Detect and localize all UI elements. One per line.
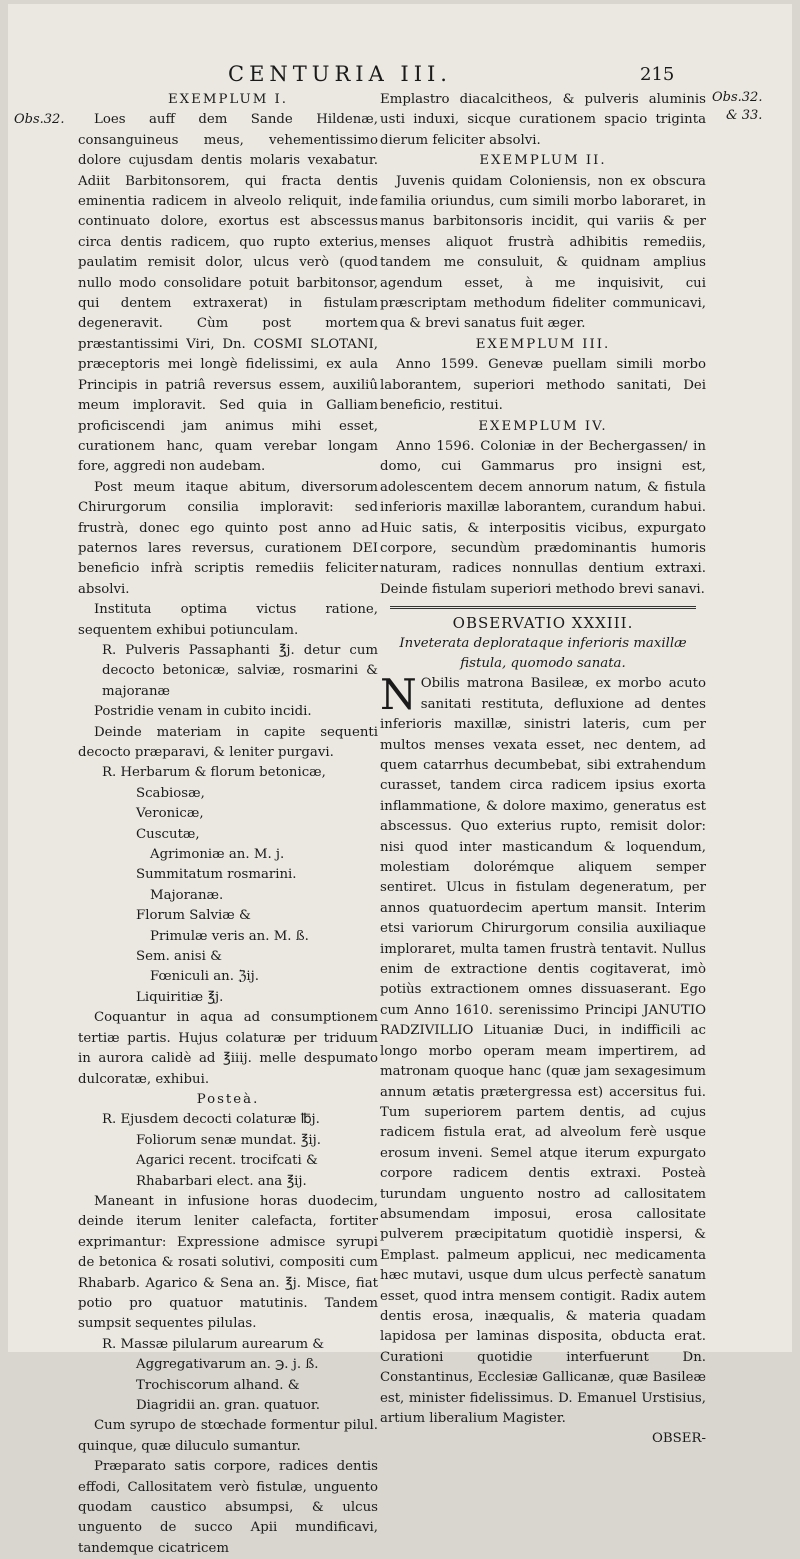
recipe-line: Summitatum rosmarini.: [136, 867, 297, 883]
recipe-line: Veronicæ,: [136, 806, 204, 822]
recipe-line: Sem. anisi &: [136, 949, 222, 965]
recipe-line: R. Ejusdem decocti colaturæ ℔j.: [102, 1112, 320, 1128]
exemplum-3-heading: EXEMPLUM III.: [475, 336, 611, 352]
margin-note-right-2: & 33.: [726, 108, 763, 123]
margin-note-right-1: Obs.32.: [712, 90, 763, 105]
recipe-line: R. Pulveris Passaphanti ℥j. detur cum decocto betonicæ, salviæ, rosmarini & majoranæ: [102, 642, 378, 699]
recipe-line: Primulæ veris an. M. ß.: [150, 928, 309, 944]
observation-text: Obilis matrona Basileæ, ex morbo acuto sanitati restituta, defluxione ad dentes inferioris maxillæ, sinistri lateris, cum per multos menses vexata esset, nec dentem, ad quem catarrhus decumbebat, sibi extrahendum curasset, tandem circa radicem ipsius exorta inflammatione, & dolore maximo, generatus est abscessus. Quo exterius rupto, remisit dolor: nisi quod inter masticandum & loquendum, molestiam dolorémque aliquem semper sentiret. Ulcus in fistulam degeneratum, per annos quatuordecim apertum mansit. Interim etsi variorum Chirurgorum consilia auxiliaque imploraret, multa tamen frustrà tentavit. Nullus enim de extractione dentis cogitaverat, imò potiùs extractionem omnes dissuaserant. Ego cum Anno 1610. serenissimo Principi JANUTIO RADZIVILLIO Lituaniæ Duci, in indifficili ac longo morbo operam meam impertirem, ad matronam quoque hanc (quæ jam sexagesimum annum ætatis prætergressa est) accersitus fui. Tum superiorem partem dentis, ad cujus radicem fistula erat, ad alveolum ferè usque erosum inveni. Semel atque iterum expurgato corpore radicem dentis extraxi. Posteà turundam unguento nostro ad callositatem absumendam imposui, erosa callositate pulverem præcipitatum quotidiè inspersi, & Emplast. palmeum applicui, nec medicamenta hæc mutavi, usque dum ulcus perfectè sanatum esset, quod intra mensem contigit. Radix autem dentis erosa, inæqualis, & materia quadam lapidosa per laminas disposita, obducta erat. Curationi quotidie interfuerunt Dn. Constantinus, Ecclesiæ Gallicanæ, quæ Basileæ est, minister fidelissimus. D. Emanuel Urstisius, artium liberalium Magister.: [380, 676, 706, 1426]
recipe-line: Foliorum senæ mundat. ℥ij.: [136, 1132, 322, 1148]
recipe-line: Majoranæ.: [150, 887, 224, 903]
exemplum-2-heading: EXEMPLUM II.: [479, 153, 607, 169]
paragraph: Deinde materiam in capite sequenti decocto præparavi, & leniter purgavi.: [78, 724, 378, 760]
book-page: [8, 4, 792, 1556]
recipe-line: Aggregativarum an. ℈. j. ß.: [136, 1357, 319, 1373]
page-number: 215: [640, 64, 675, 85]
recipe-list: [78, 1110, 378, 1192]
exemplum-4-heading: EXEMPLUM IV.: [478, 418, 608, 434]
paragraph: Postridie venam in cubito incidi.: [94, 704, 312, 720]
paragraph: Maneant in infusione horas duodecim, deinde iterum leniter calefacta, fortiter exprimantur: Expressione admisce syrupi de betonica & rosati solutivi, compositi cum Rhabarb. Agarico & Sena an. ℥j. Misce, fiat potio pro quatuor matutinis. Tandem sumpsit sequentes pilulas.: [78, 1193, 378, 1332]
paragraph: Juvenis quidam Coloniensis, non ex obscura familia oriundus, cum simili morbo laboraret, in manus barbitonsoris incidit, qui variis & per menses aliquot frustrà adhibitis remediis, tandem me consuluit, & quidnam amplius agendum esset, à me inquisivit, cui præscriptam methodum fideliter communicavi, qua & brevi sanatus fuit æger.: [380, 173, 706, 332]
recipe-line: R. Herbarum & florum betonicæ,: [102, 765, 326, 781]
observation-title: OBSERVATIO XXXIII.: [452, 614, 634, 633]
paragraph: Emplastro diacalcitheos, & pulveris aluminis usti induxi, sicque curationem spacio triginta dierum feliciter absolvi.: [380, 92, 706, 148]
margin-note-left: Obs.32.: [14, 112, 65, 127]
recipe-line: Florum Salviæ &: [136, 908, 251, 924]
recipe-line: Trochiscorum alhand. &: [136, 1377, 300, 1393]
paragraph: Anno 1596. Coloniæ in der Bechergassen/ in domo, cui Gammarus pro insigni est, adolescentem decem annorum natum, & fistula inferioris maxillæ laborantem, curandum habui. Huic satis, & interpositis vicibus, expurgato corpore, secundùm prædominantis humoris naturam, radices nonnullas dentium extraxi. Deinde fistulam superiori methodo brevi sanavi.: [380, 438, 706, 597]
recipe-line: Cuscutæ,: [136, 826, 200, 842]
paragraph: Anno 1599. Genevæ puellam simili morbo laborantem, superiori methodo sanitati, Dei beneficio, restitui.: [380, 357, 706, 414]
recipe-list: [78, 1335, 378, 1417]
recipe-line: Rhabarbari elect. ana ℥ij.: [136, 1173, 307, 1189]
recipe-line: R. Massæ pilularum aurearum &: [102, 1336, 325, 1352]
right-column: [380, 90, 706, 1450]
exemplum-1-heading: EXEMPLUM I.: [167, 92, 289, 107]
paragraph: Loes auff dem Sande Hildenæ, consanguineus meus, vehementissimo dolore cujusdam dentis molaris vexabatur. Adiit Barbitonsorem, qui fracta dentis eminentia radicem in alveolo reliquit, inde continuato dolore, exortus est abscessus circa dentis radicem, quo rupto exterius, paulatim remisit dolor, ulcus verò (quod nullo modo consolidare potuit barbitonsor, qui dentem extraxerat) in fistulam degeneravit. Cùm post mortem præstantissimi Viri, Dn. COSMI SLOTANI, præceptoris mei longè fidelissimi, ex aula Principis in patriâ reversus essem, auxiliû meum imploravit. Sed quia in Galliam proficiscendi jam animus mihi esset, curationem hanc, quam verebar longam fore, aggredi non audebam.: [78, 112, 378, 475]
running-header: [8, 62, 792, 88]
observation-subtitle: Inveterata deplorataque inferioris maxillæ fistula, quomodo sanata.: [399, 635, 687, 671]
drop-cap: N: [380, 670, 417, 720]
paragraph: Cum syrupo de stœchade formentur pilul. quinque, quæ diluculo sumantur.: [78, 1418, 378, 1454]
recipe-line: Diagridii an. gran. quatuor.: [136, 1398, 321, 1413]
paragraph: Post meum itaque abitum, diversorum Chirurgorum consilia imploravit: sed frustrà, donec ego quinto post anno ad paternos lares reversus, curationem DEI beneficio infrà scriptis remediis feliciter absolvi.: [78, 479, 378, 597]
catchword: OBSER-: [652, 1431, 706, 1447]
recipe-line: Liquiritiæ ℥j.: [136, 989, 224, 1005]
recipe-list: [78, 763, 378, 1008]
paragraph: Præparato satis corpore, radices dentis effodi, Callositatem verò fistulæ, unguento quodam caustico absumpsi, & ulcus unguento de succo Apii mundificavi, tandemque cicatricem: [78, 1459, 378, 1556]
paragraph: Coquantur in aqua ad consumptionem tertiæ partis. Hujus colaturæ per triduum in aurora calidè ad ℥iiij. melle despumato dulcoratæ, exhibui.: [78, 1010, 378, 1087]
recipe-line: Agrimoniæ an. M. j.: [150, 847, 285, 863]
recipe-line: Scabiosæ,: [136, 785, 205, 801]
postea-heading: Posteà.: [196, 1091, 260, 1107]
running-title: CENTURIA III.: [228, 62, 452, 86]
observation-body: [380, 670, 706, 1429]
section-divider: [390, 606, 696, 609]
recipe-line: Agarici recent. trocifcati &: [136, 1153, 318, 1169]
recipe-line: Fœniculi an. ℨij.: [150, 969, 259, 985]
left-column: [78, 90, 378, 1559]
paragraph: Instituta optima victus ratione, sequentem exhibui potiunculam.: [78, 602, 378, 638]
